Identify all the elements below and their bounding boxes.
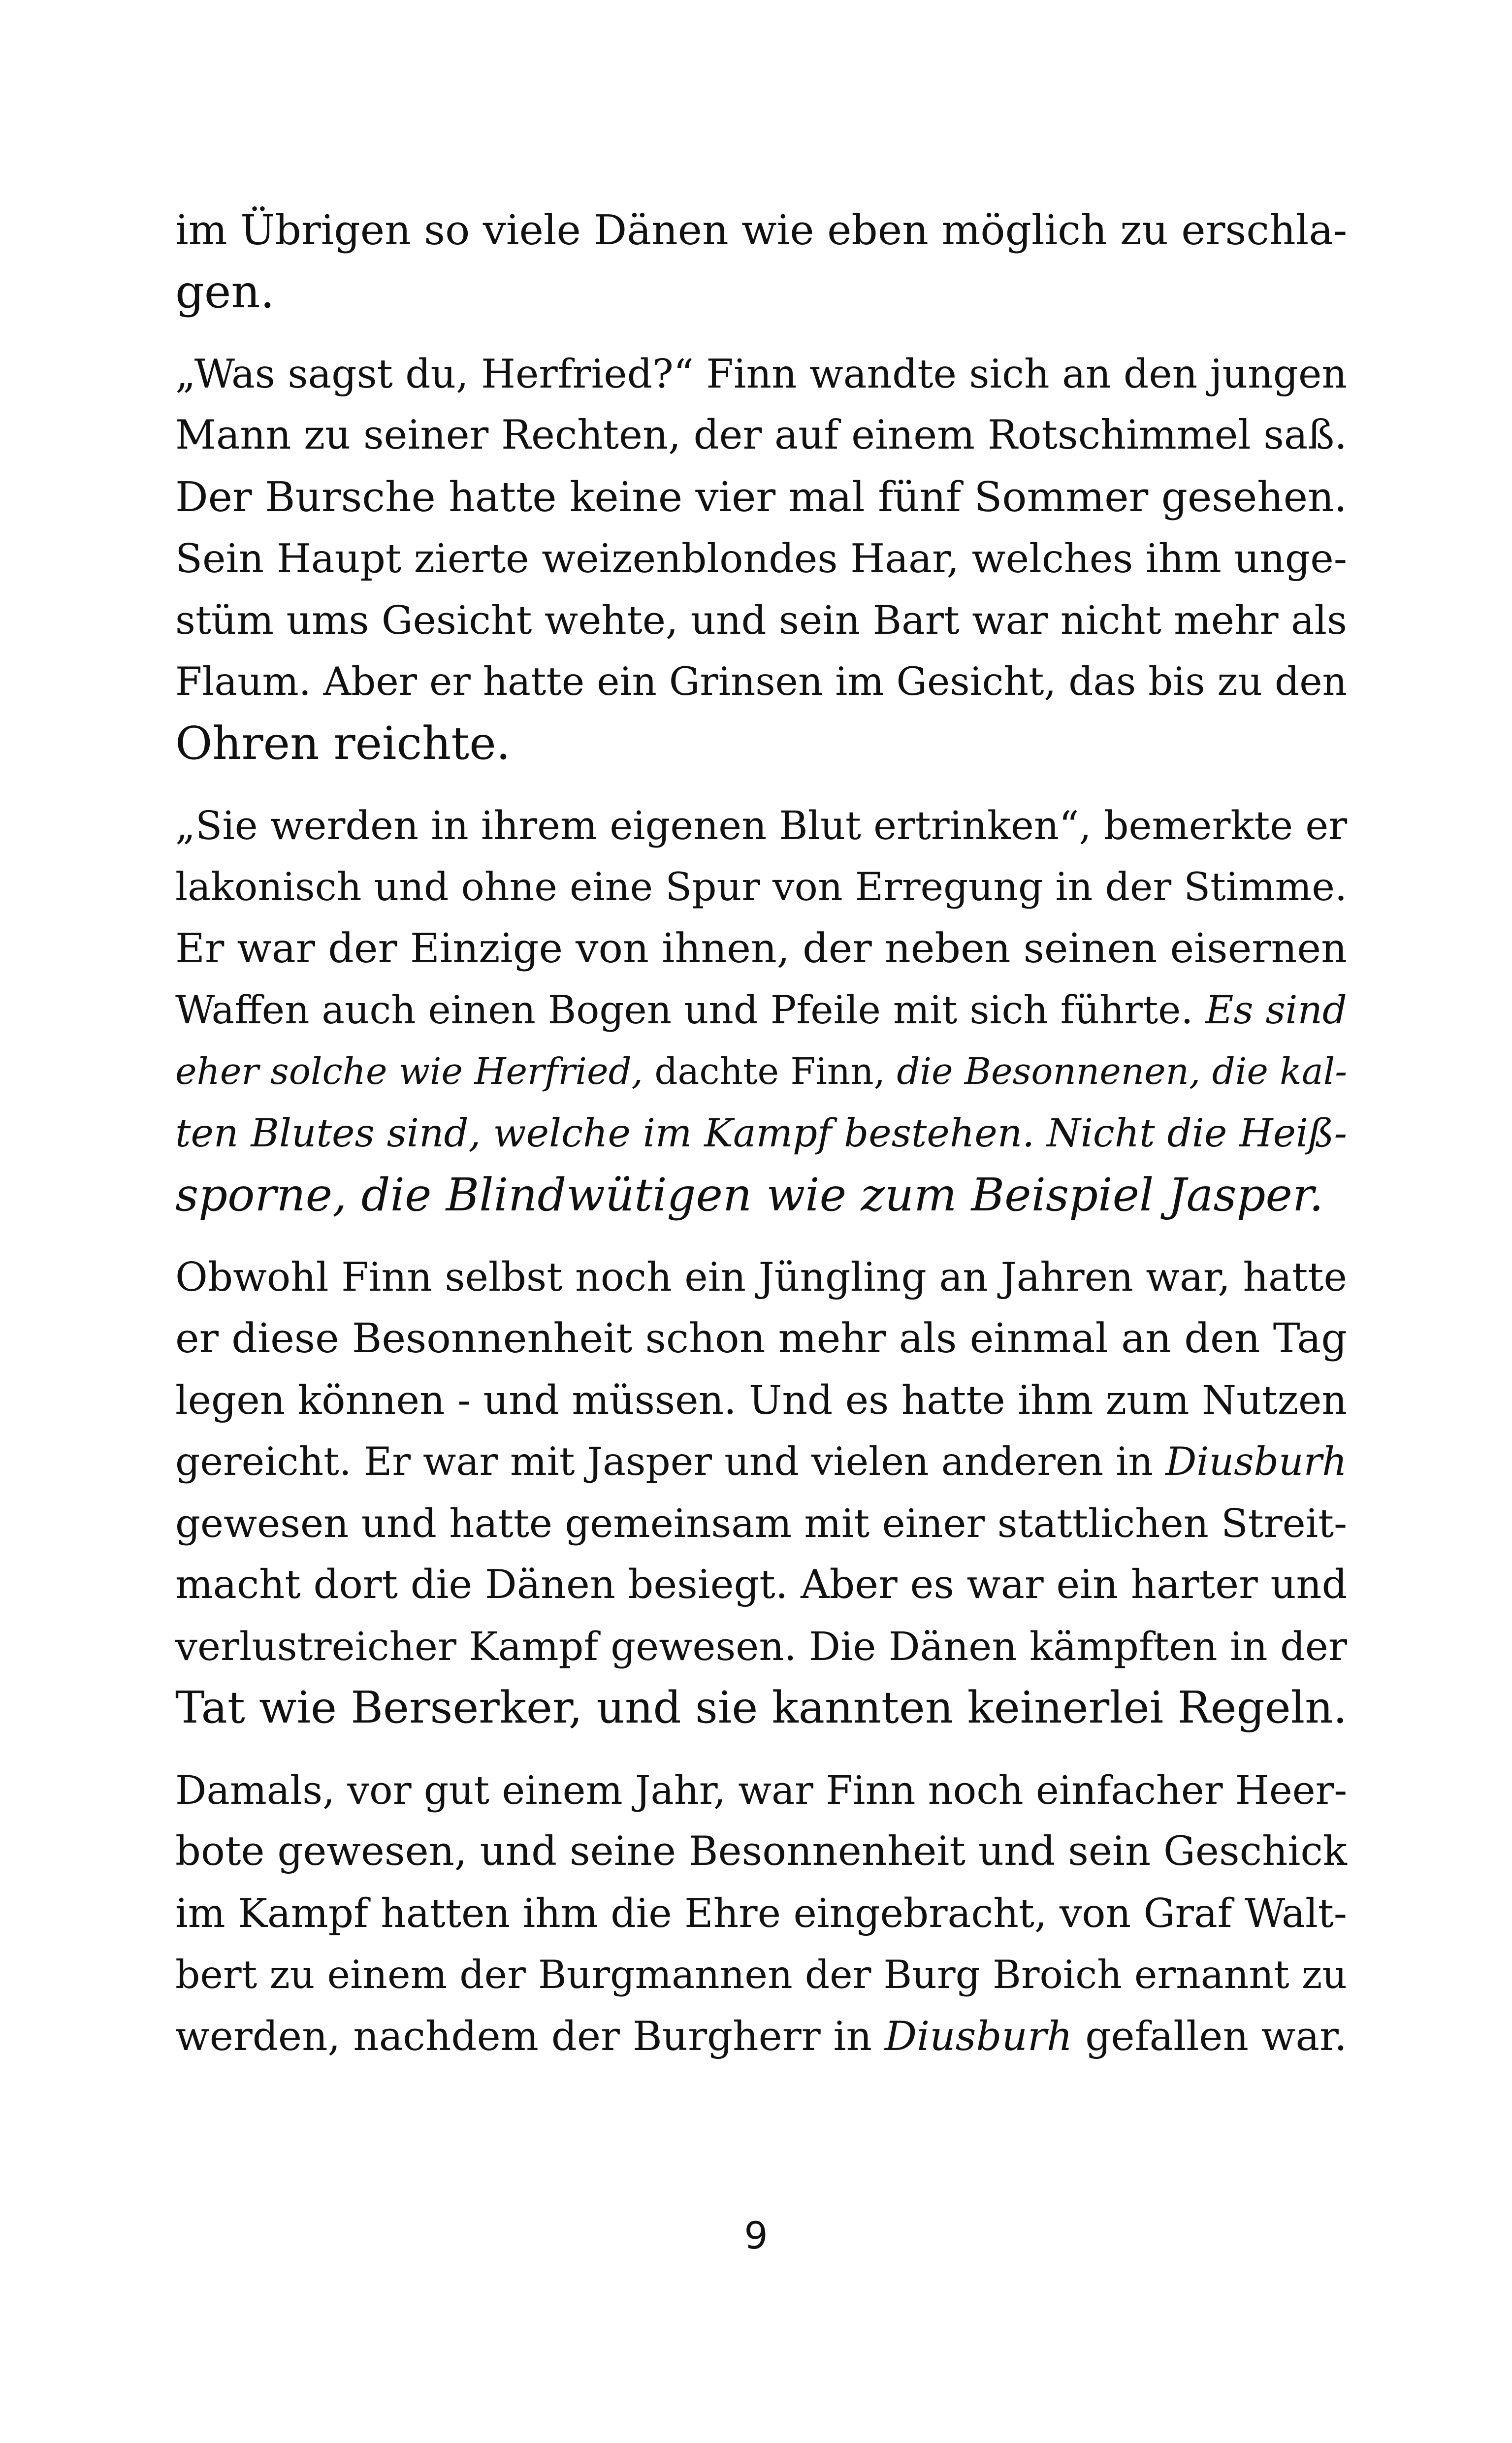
text-run: er diese Besonnenheit schon mehr als einmal an den Tag bbox=[175, 1315, 1347, 1362]
text-run: werden, nachdem der Burgherr in bbox=[175, 2013, 885, 2060]
paragraph bbox=[175, 1759, 1347, 2067]
italic-text: Diusburh bbox=[1165, 1439, 1347, 1484]
italic-text: ten Blutes sind, welche im Kampf bestehen. Nicht die Heiß- bbox=[175, 1111, 1347, 1156]
text-line bbox=[175, 1103, 1347, 1164]
text-run: legen können - und müssen. Und es hatte ihm zum Nutzen bbox=[175, 1377, 1347, 1423]
text-run: verlustreicher Kampf gewesen. Die Dänen kämpften in der bbox=[175, 1624, 1347, 1669]
text-run: lakonisch und ohne eine Spur von Erregung in der Stimme. bbox=[175, 864, 1347, 910]
italic-text: sporne, die Blindwütigen wie zum Beispiel Jasper. bbox=[175, 1169, 1324, 1221]
text-line bbox=[175, 1493, 1347, 1554]
body-text bbox=[175, 199, 1347, 2067]
text-line bbox=[175, 713, 1347, 774]
text-run: im Übrigen so viele Dänen wie eben möglich zu erschla- bbox=[175, 206, 1348, 254]
text-run: stüm ums Gesicht wehte, und sein Bart war nicht mehr als bbox=[175, 597, 1347, 643]
paragraph-gap bbox=[175, 1226, 1347, 1246]
text-run: „Was sagst du, Herfried?“ Finn wandte sich an den jungen bbox=[175, 351, 1347, 397]
text-run: Ohren reichte. bbox=[175, 717, 511, 770]
text-run: Waffen auch einen Bogen und Pfeile mit sich führte. bbox=[175, 988, 1206, 1033]
text-run: bote gewesen, und seine Besonnenheit und sein Geschick bbox=[175, 1828, 1347, 1875]
text-run: bert zu einem der Burgmannen der Burg Broich ernannt zu bbox=[175, 1952, 1347, 1997]
text-run: Der Bursche hatte keine vier mal fünf Sommer gesehen. bbox=[175, 473, 1347, 521]
text-run: im Kampf hatten ihm die Ehre eingebracht, von Graf Walt- bbox=[175, 1890, 1347, 1936]
text-line bbox=[175, 979, 1347, 1041]
text-run: Er war der Einzige von ihnen, der neben seinen eisernen bbox=[175, 925, 1347, 972]
italic-text: Es sind bbox=[1205, 988, 1347, 1033]
text-run: gefallen war. bbox=[1072, 2013, 1347, 2060]
text-line bbox=[175, 589, 1347, 651]
text-run: „Sie werden in ihrem eigenen Blut ertrinken“, bemerkte er bbox=[175, 803, 1348, 848]
text-line bbox=[175, 1164, 1347, 1226]
paragraph-gap bbox=[175, 1739, 1347, 1759]
text-line bbox=[175, 1431, 1347, 1493]
text-line bbox=[175, 1554, 1347, 1616]
italic-text: die Besonnenen, die kal- bbox=[897, 1051, 1348, 1093]
text-line bbox=[175, 918, 1347, 979]
text-line bbox=[175, 343, 1347, 405]
text-run: Sein Haupt zierte weizenblondes Haar, welches ihm unge- bbox=[175, 535, 1347, 582]
paragraph bbox=[175, 1246, 1347, 1739]
text-line bbox=[175, 1246, 1347, 1308]
text-line bbox=[175, 2006, 1347, 2067]
text-run: gereicht. Er war mit Jasper und vielen anderen in bbox=[175, 1439, 1166, 1484]
text-run: dachte Finn, bbox=[643, 1051, 897, 1093]
text-run: gewesen und hatte gemeinsam mit einer stattlichen Streit- bbox=[175, 1500, 1347, 1546]
text-line bbox=[175, 1759, 1347, 1821]
text-run: Obwohl Finn selbst noch ein Jüngling an Jahren war, hatte bbox=[175, 1254, 1347, 1300]
text-line bbox=[175, 651, 1347, 713]
paragraph bbox=[175, 199, 1347, 323]
text-line bbox=[175, 856, 1347, 918]
text-line bbox=[175, 1041, 1347, 1103]
text-run: macht dort die Dänen besiegt. Aber es war ein harter und bbox=[175, 1562, 1348, 1608]
text-run: Damals, vor gut einem Jahr, war Finn noch einfacher Heer- bbox=[175, 1767, 1348, 1813]
text-run: Tat wie Berserker, und sie kannten keinerlei Regeln. bbox=[175, 1682, 1348, 1733]
text-line bbox=[175, 1369, 1347, 1431]
text-line bbox=[175, 405, 1347, 466]
text-line bbox=[175, 1616, 1347, 1677]
text-run: Flaum. Aber er hatte ein Grinsen im Gesicht, das bis zu den bbox=[175, 659, 1347, 704]
text-line bbox=[175, 1944, 1347, 2006]
italic-text: eher solche wie Herfried, bbox=[175, 1051, 643, 1093]
text-line bbox=[175, 199, 1347, 261]
text-line bbox=[175, 1308, 1347, 1369]
paragraph-gap bbox=[175, 323, 1347, 343]
italic-text: Diusburh bbox=[884, 2013, 1073, 2060]
text-line bbox=[175, 1677, 1347, 1739]
text-line bbox=[175, 1883, 1347, 1944]
text-line bbox=[175, 261, 1347, 323]
page-number: 9 bbox=[744, 2214, 768, 2257]
text-line bbox=[175, 1821, 1347, 1883]
text-run: Mann zu seiner Rechten, der auf einem Rotschimmel saß. bbox=[175, 412, 1347, 458]
text-line bbox=[175, 795, 1347, 856]
text-line bbox=[175, 466, 1347, 528]
paragraph bbox=[175, 343, 1347, 774]
paragraph-gap bbox=[175, 774, 1347, 795]
paragraph bbox=[175, 795, 1347, 1226]
text-run: gen. bbox=[175, 265, 275, 318]
text-line bbox=[175, 528, 1347, 589]
